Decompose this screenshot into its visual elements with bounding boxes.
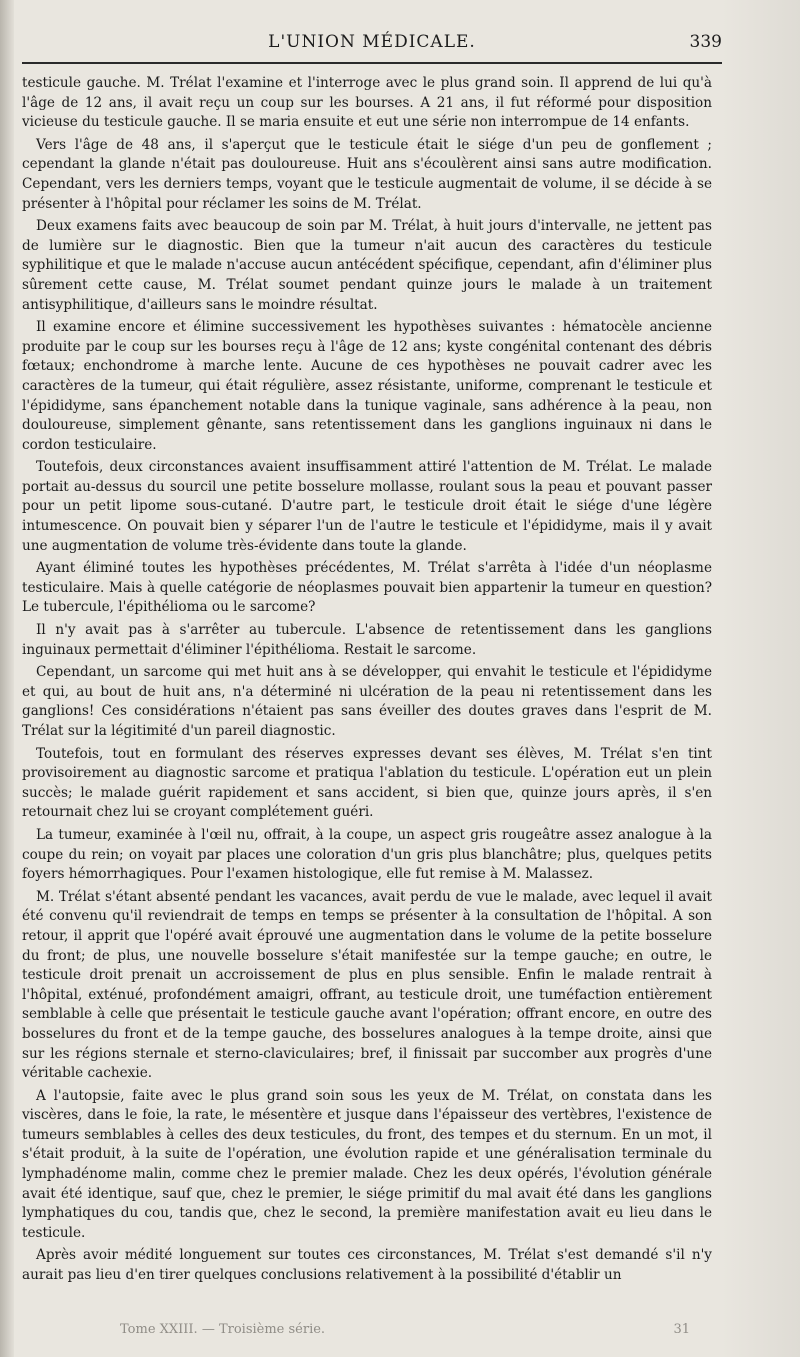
paragraph: testicule gauche. M. Trélat l'examine et l'interroge avec le plus grand soin. Il apprend de lui qu'à l'âge de 12 ans, il avait reçu un coup sur les bourses. A 21 ans, il fut réformé pour disposition vicieuse du testicule gauche. Il se maria ensuite et eut une série non interrompue de 14 enfants.	[22, 75, 712, 131]
header-rule	[22, 62, 722, 64]
page-header	[22, 30, 722, 64]
footer-signature: 31	[673, 1322, 690, 1337]
paragraph: Cependant, un sarcome qui met huit ans à se développer, qui envahit le testicule et l'épididyme et qui, au bout de huit ans, n'a déterminé ni ulcération de la peau ni retentissement dans les ganglions! Ces considérations n'étaient pas sans éveiller des doutes graves dans l'esprit de M. Trélat sur la légitimité d'un pareil diagnostic.	[22, 664, 712, 739]
paragraph: Il n'y avait pas à s'arrêter au tubercule. L'absence de retentissement dans les ganglions inguinaux permettait d'éliminer l'épithélioma. Restait le sarcome.	[22, 622, 712, 658]
page-edge-shading	[722, 0, 800, 1357]
paragraph: Ayant éliminé toutes les hypothèses précédentes, M. Trélat s'arrêta à l'idée d'un néoplasme testiculaire. Mais à quelle catégorie de néoplasmes pouvait bien appartenir la tumeur en question? Le tubercule, l'épithélioma ou le sarcome?	[22, 560, 712, 616]
paragraph: Il examine encore et élimine successivement les hypothèses suivantes : hématocèle ancienne produite par le coup sur les bourses reçu à l'âge de 12 ans; kyste congénital contenant des débris fœtaux; enchondrome à marche lente. Aucune de ces hypothèses ne pouvait cadrer avec les caractères de la tumeur, qui était régulière, assez résistante, uniforme, comprenant le testicule et l'épididyme, sans épanchement notable dans la tunique vaginale, sans adhérence à la peau, non douloureuse, simplement gênante, sans retentissement dans les ganglions inguinaux ni dans le cordon testiculaire.	[22, 319, 712, 453]
page-number: 339	[689, 32, 722, 52]
paragraph: M. Trélat s'étant absenté pendant les vacances, avait perdu de vue le malade, avec lequel il avait été convenu qu'il reviendrait de temps en temps se présenter à la consultation de l'hôpital. A son retour, il apprit que l'opéré avait éprouvé une augmentation dans le volume de la petite bosselure du front; de plus, une nouvelle bosselure s'était manifestée sur la tempe gauche; en outre, le testicule droit prenait un accroissement de plus en plus sensible. Enfin le malade rentrait à l'hôpital, exténué, profondément amaigri, offrant, au testicule droit, une tuméfaction entièrement semblable à celle que présentait le testicule gauche avant l'opération; offrant encore, en outre des bosselures du front et de la tempe gauche, des bosselures analogues à la tempe droite, ainsi que sur les régions sternale et sterno-claviculaires; bref, il finissait par succomber aux progrès d'une véritable cachexie.	[22, 888, 712, 1082]
paragraph: Toutefois, tout en formulant des réserves expresses devant ses élèves, M. Trélat s'en tint provisoirement au diagnostic sarcome et pratiqua l'ablation du testicule. L'opération eut un plein succès; le malade guérit rapidement et sans accident, si bien que, quinze jours après, il s'en retournait chez lui se croyant complétement guéri.	[22, 745, 712, 821]
paragraph: Après avoir médité longuement sur toutes ces circonstances, M. Trélat s'est demandé s'il n'y aurait pas lieu d'en tirer quelques conclusions relativement à la possibilité d'établir un	[22, 1247, 712, 1284]
paragraph: La tumeur, examinée à l'œil nu, offrait, à la coupe, un aspect gris rougeâtre assez analogue à la coupe du rein; on voyait par places une coloration d'un gris plus blanchâtre; plus, quelques petits foyers hémorrhagiques. Pour l'examen histologique, elle fut remise à M. Malassez.	[22, 826, 712, 883]
page-footer	[120, 1322, 700, 1342]
article-body	[22, 74, 712, 1289]
running-title: L'UNION MÉDICALE.	[268, 32, 476, 52]
page-gutter-shadow	[0, 0, 14, 1357]
paragraph: Deux examens faits avec beaucoup de soin par M. Trélat, à huit jours d'intervalle, ne jettent pas de lumière sur le diagnostic. Bien que la tumeur n'ait aucun des caractères du testicule syphilitique et que le malade n'accuse aucun antécédent spécifique, cependant, afin d'éliminer plus sûrement cette cause, M. Trélat soumet pendant quinze jours le malade à un traitement antisyphilitique, d'ailleurs sans le moindre résultat.	[22, 218, 712, 313]
paragraph: Vers l'âge de 48 ans, il s'aperçut que le testicule était le siége d'un peu de gonflement ; cependant la glande n'était pas douloureuse. Huit ans s'écoulèrent ainsi sans autre modification. Cependant, vers les derniers temps, voyant que le testicule augmentait de volume, il se décide à se présenter à l'hôpital pour réclamer les soins de M. Trélat.	[22, 136, 712, 212]
paragraph: Toutefois, deux circonstances avaient insuffisamment attiré l'attention de M. Trélat. Le malade portait au-dessus du sourcil une petite bosselure mollasse, roulant sous la peau et pouvant passer pour un petit lipome sous-cutané. D'autre part, le testicule droit était le siége d'une légère intumescence. On pouvait bien y séparer l'un de l'autre le testicule et l'épididyme, mais il y avait une augmentation de volume très-évidente dans toute la glande.	[22, 459, 712, 554]
footer-tome: Tome XXIII. — Troisième série.	[120, 1322, 326, 1337]
paragraph: A l'autopsie, faite avec le plus grand soin sous les yeux de M. Trélat, on constata dans les viscères, dans le foie, la rate, le mésentère et jusque dans l'épaisseur des vertèbres, l'existence de tumeurs semblables à celles des deux testicules, du front, des tempes et du sternum. En un mot, il s'était produit, à la suite de l'opération, une évolution rapide et une généralisation terminale du lymphadénome malin, comme chez le premier malade. Chez les deux opérés, l'évolution générale avait été identique, sauf que, chez le premier, le siége primitif du mal avait été dans les ganglions lymphatiques du cou, tandis que, chez le second, la première manifestation avait eu lieu dans le testicule.	[22, 1087, 712, 1241]
